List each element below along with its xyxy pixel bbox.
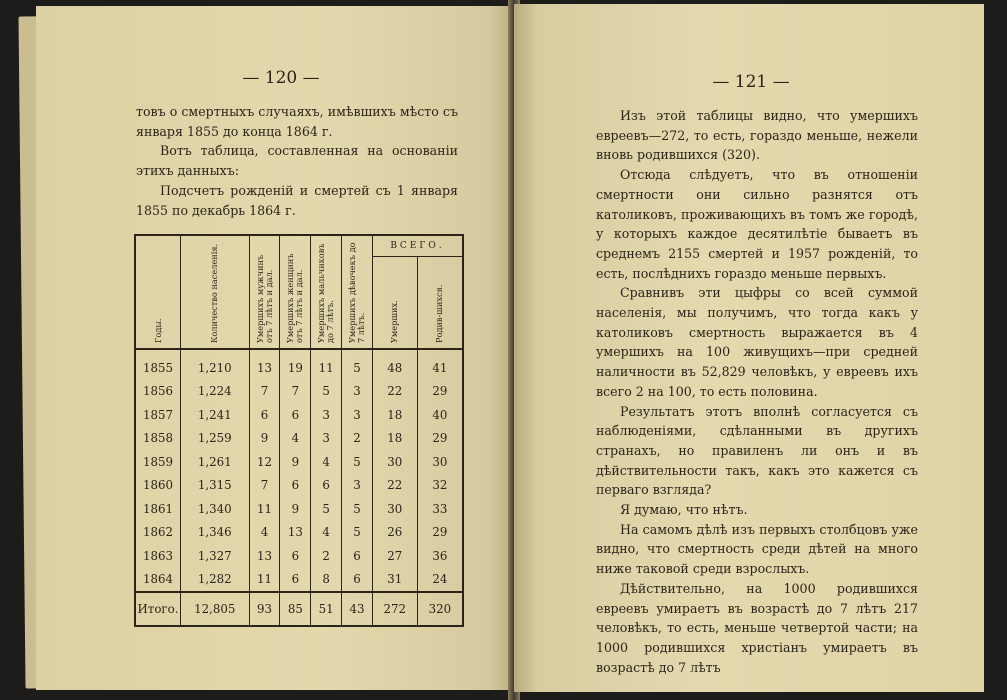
cell-deaths: 18 [372, 403, 417, 427]
cell-births: 41 [417, 349, 463, 380]
cell-year: 1857 [135, 403, 181, 427]
cell-female: 6 [280, 568, 311, 593]
header-population: Количество населенія. [181, 235, 250, 349]
cell-deaths: 30 [372, 497, 417, 521]
total-label: Итого. [135, 592, 181, 626]
cell-girls: 3 [342, 403, 373, 427]
cell-year: 1863 [135, 544, 181, 568]
total-boys: 51 [311, 592, 342, 626]
cell-female: 7 [280, 380, 311, 404]
table-row [135, 544, 463, 568]
cell-female: 19 [280, 349, 311, 380]
cell-births: 30 [417, 450, 463, 474]
cell-year: 1860 [135, 474, 181, 498]
cell-female: 6 [280, 474, 311, 498]
left-page [36, 6, 516, 690]
cell-births: 36 [417, 544, 463, 568]
paragraph: Дѣйствительно, на 1000 родившихся евреевъ умираетъ въ возрастѣ до 7 лѣтъ 217 человѣкъ, то есть, меньше четвертой части; на 1000 родившихся христіанъ умираетъ въ возрастѣ до 7 лѣтъ [596, 580, 918, 675]
cell-population: 1,340 [181, 497, 250, 521]
paragraph: На самомъ дѣлѣ изъ первыхъ столбцовъ уже видно, что смертность среди дѣтей на много ниже таковой среди взрослыхъ. [596, 521, 918, 577]
header-total-births: Родив-шихся. [417, 257, 463, 350]
cell-boys: 5 [311, 497, 342, 521]
cell-boys: 11 [311, 349, 342, 380]
cell-deaths: 18 [372, 427, 417, 451]
cell-boys: 4 [311, 450, 342, 474]
cell-year: 1855 [135, 349, 181, 380]
table-row [135, 521, 463, 545]
cell-boys: 4 [311, 521, 342, 545]
header-girls-deaths: Умершихъ дѣвочекъ до 7 лѣтъ. [342, 235, 373, 349]
header-male-deaths: Умершихъ мужчинъ отъ 7 лѣтъ и дал. [249, 235, 280, 349]
cell-boys: 3 [311, 403, 342, 427]
total-births: 320 [417, 592, 463, 626]
cell-male: 6 [249, 403, 280, 427]
cell-births: 40 [417, 403, 463, 427]
cell-births: 29 [417, 380, 463, 404]
cell-deaths: 48 [372, 349, 417, 380]
header-boys-deaths: Умершихъ мальчиковъ до 7 лѣтъ. [311, 235, 342, 349]
table-caption: Подсчетъ рожденій и смертей съ 1 января 1855 по декабрь 1864 г. [136, 182, 458, 218]
total-female: 85 [280, 592, 311, 626]
page-number: — 121 — [712, 72, 790, 92]
paragraph: Результатъ этотъ вполнѣ согласуется съ наблюденіями, сдѣланными въ другихъ странахъ, но правиленъ ли онъ и въ дѣйствительности такъ, какъ это кажется съ перваго взгляда? [596, 403, 918, 498]
header-total-group: ВСЕГО. [372, 235, 463, 257]
paragraph: Вотъ таблица, составленная на основаніи этихъ данныхъ: [136, 143, 458, 179]
page-number: — 120 — [242, 68, 320, 88]
left-page-text [136, 102, 458, 220]
cell-births: 33 [417, 497, 463, 521]
cell-population: 1,210 [181, 349, 250, 380]
total-male: 93 [249, 592, 280, 626]
cell-population: 1,241 [181, 403, 250, 427]
cell-population: 1,346 [181, 521, 250, 545]
cell-male: 4 [249, 521, 280, 545]
cell-male: 11 [249, 568, 280, 593]
table-row [135, 427, 463, 451]
cell-deaths: 22 [372, 380, 417, 404]
total-row [135, 592, 463, 626]
cell-girls: 5 [342, 521, 373, 545]
cell-female: 4 [280, 427, 311, 451]
cell-boys: 6 [311, 474, 342, 498]
cell-girls: 5 [342, 450, 373, 474]
cell-population: 1,261 [181, 450, 250, 474]
right-page-text [596, 106, 918, 677]
cell-population: 1,315 [181, 474, 250, 498]
total-girls: 43 [342, 592, 373, 626]
table-row [135, 568, 463, 593]
header-total-deaths: Умерших. [372, 257, 417, 350]
cell-deaths: 27 [372, 544, 417, 568]
table-row [135, 380, 463, 404]
cell-male: 7 [249, 380, 280, 404]
cell-girls: 6 [342, 544, 373, 568]
cell-girls: 5 [342, 349, 373, 380]
cell-deaths: 26 [372, 521, 417, 545]
cell-year: 1864 [135, 568, 181, 593]
table-row [135, 497, 463, 521]
paragraph: Отсюда слѣдуетъ, что въ отношеніи смертности они сильно разнятся отъ католиковъ, проживающихъ въ томъ же городѣ, у которыхъ каждое десятилѣтіе бываетъ въ среднемъ 2155 смертей и 1957 рожденій, то есть, послѣднихъ гораздо меньше первыхъ. [596, 167, 918, 281]
header-years: Годы. [135, 235, 181, 349]
total-deaths: 272 [372, 592, 417, 626]
cell-births: 32 [417, 474, 463, 498]
cell-boys: 5 [311, 380, 342, 404]
right-page [514, 4, 984, 692]
cell-year: 1858 [135, 427, 181, 451]
cell-girls: 3 [342, 474, 373, 498]
cell-girls: 6 [342, 568, 373, 593]
cell-population: 1,327 [181, 544, 250, 568]
cell-male: 13 [249, 349, 280, 380]
cell-births: 24 [417, 568, 463, 593]
cell-boys: 3 [311, 427, 342, 451]
paragraph: товъ о смертныхъ случаяхъ, имѣвшихъ мѣсто съ января 1855 до конца 1864 г. [136, 104, 458, 139]
header-female-deaths: Умершихъ женщинъ отъ 7 лѣтъ и дал. [280, 235, 311, 349]
cell-female: 9 [280, 497, 311, 521]
cell-girls: 3 [342, 380, 373, 404]
table-row [135, 403, 463, 427]
cell-female: 6 [280, 403, 311, 427]
cell-male: 9 [249, 427, 280, 451]
cell-deaths: 22 [372, 474, 417, 498]
cell-female: 9 [280, 450, 311, 474]
paragraph: Я думаю, что нѣтъ. [620, 502, 748, 518]
table-row [135, 474, 463, 498]
cell-year: 1862 [135, 521, 181, 545]
cell-deaths: 30 [372, 450, 417, 474]
cell-male: 13 [249, 544, 280, 568]
cell-year: 1861 [135, 497, 181, 521]
cell-population: 1,259 [181, 427, 250, 451]
cell-births: 29 [417, 521, 463, 545]
cell-population: 1,282 [181, 568, 250, 593]
total-population: 12,805 [181, 592, 250, 626]
cell-male: 7 [249, 474, 280, 498]
cell-deaths: 31 [372, 568, 417, 593]
cell-births: 29 [417, 427, 463, 451]
cell-male: 12 [249, 450, 280, 474]
paragraph: Изъ этой таблицы видно, что умершихъ евреевъ—272, то есть, гораздо меньше, нежели вновь родившихся (320). [596, 108, 918, 163]
table-row [135, 349, 463, 380]
cell-female: 6 [280, 544, 311, 568]
cell-year: 1856 [135, 380, 181, 404]
cell-girls: 5 [342, 497, 373, 521]
cell-year: 1859 [135, 450, 181, 474]
table-body [135, 349, 463, 592]
cell-boys: 2 [311, 544, 342, 568]
paragraph: Сравнивъ эти цыфры со всей суммой населенія, мы получимъ, что тогда какъ у католиковъ смертность выражается въ 4 умершихъ на 100 живущихъ—при средней наличности въ 52,829 человѣкъ, у евреевъ ихъ всего 2 на 100, то есть половина. [596, 285, 918, 399]
cell-boys: 8 [311, 568, 342, 593]
cell-population: 1,224 [181, 380, 250, 404]
cell-female: 13 [280, 521, 311, 545]
births-deaths-table [134, 234, 464, 627]
cell-girls: 2 [342, 427, 373, 451]
cell-male: 11 [249, 497, 280, 521]
table-row [135, 450, 463, 474]
